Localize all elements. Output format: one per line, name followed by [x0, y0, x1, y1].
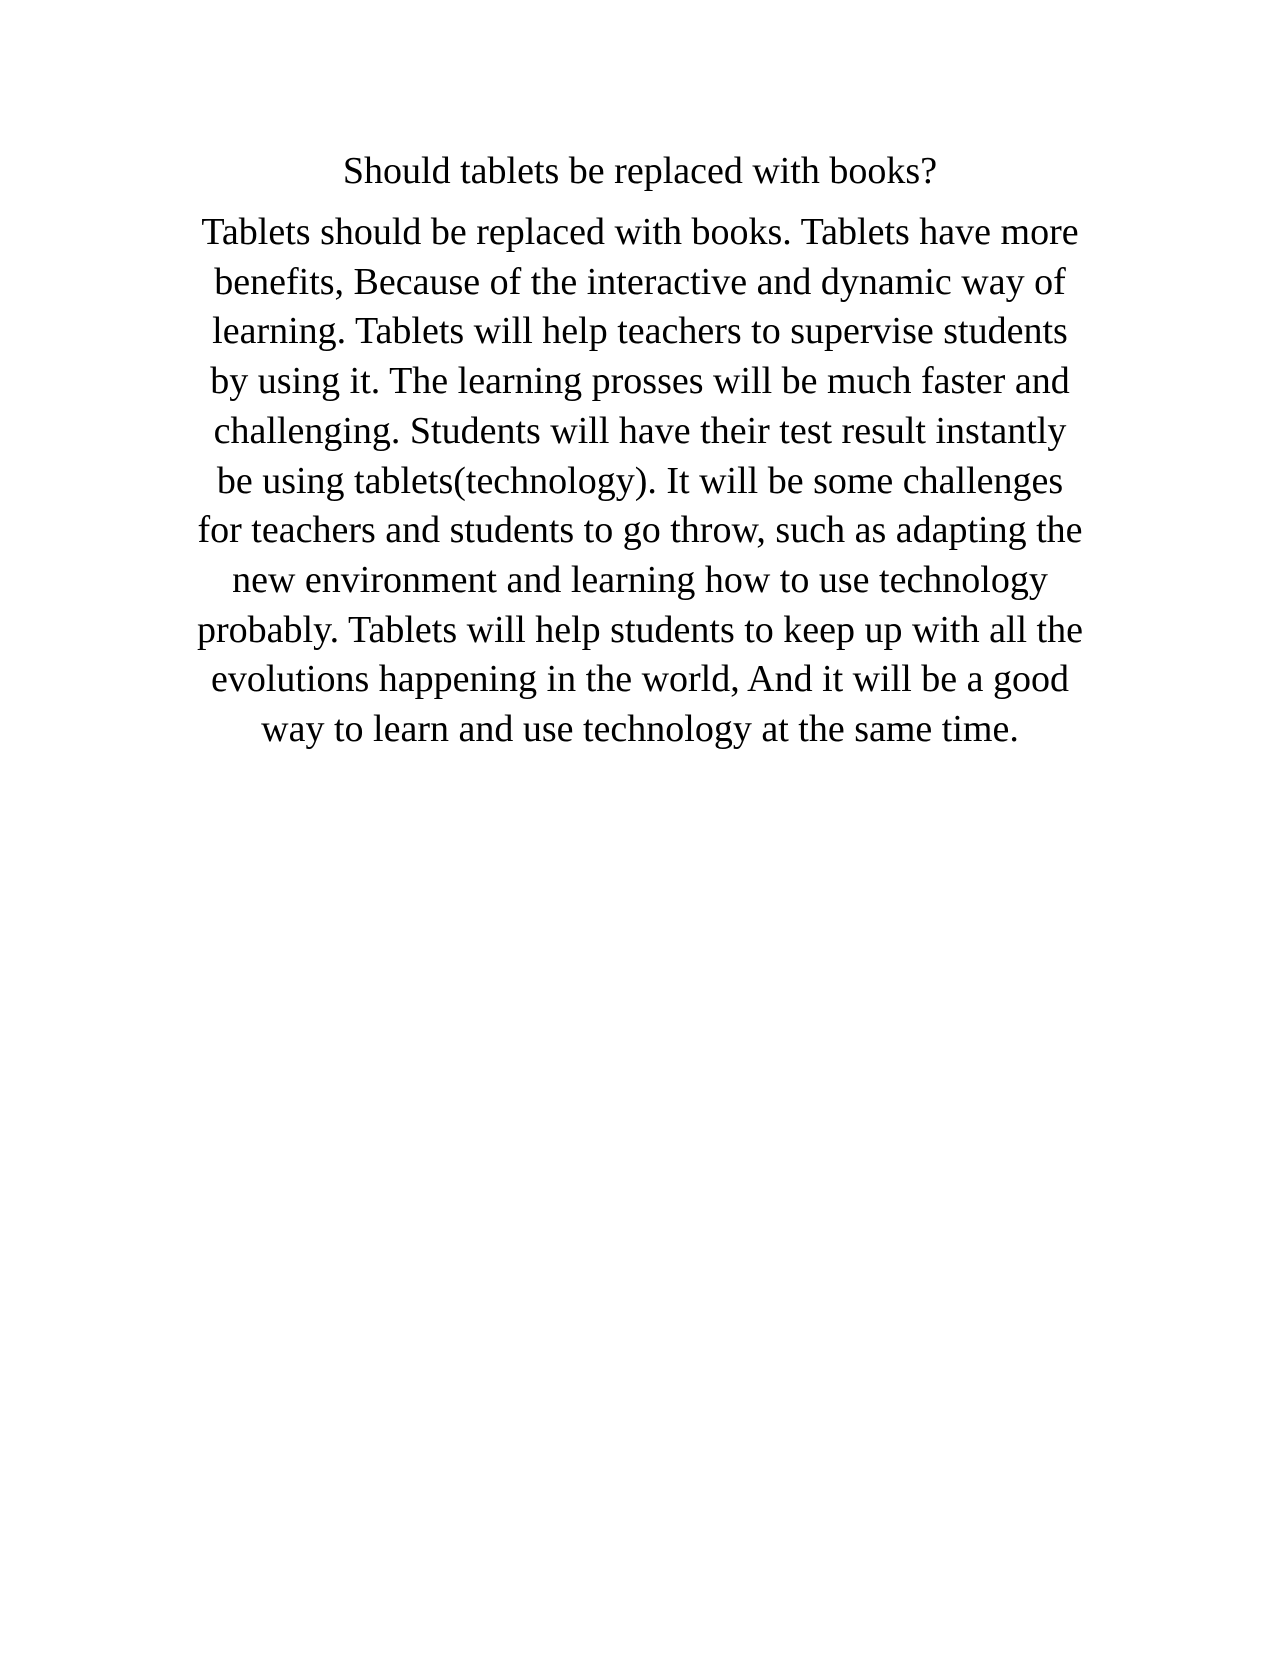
- paragraph-line: benefits, Because of the interactive and dynamic way of: [214, 260, 1066, 303]
- document-content: [140, 146, 1140, 755]
- paragraph-line: for teachers and students to go throw, such as adapting the: [197, 509, 1083, 552]
- document-title: Should tablets be replaced with books?: [342, 150, 938, 192]
- paragraph-line: probably. Tablets will help students to keep up with all the: [197, 608, 1083, 651]
- paragraph-line: Tablets should be replaced with books. Tablets have more: [201, 211, 1079, 253]
- paragraph-line: way to learn and use technology at the same time.: [261, 708, 1019, 751]
- paragraph-line: be using tablets(technology). It will be some challenges: [216, 459, 1064, 502]
- paragraph-line: new environment and learning how to use technology: [232, 558, 1048, 601]
- paragraph-line: challenging. Students will have their test result instantly: [213, 409, 1067, 452]
- paragraph-line: learning. Tablets will help teachers to supervise students: [212, 310, 1068, 353]
- paragraph-line: evolutions happening in the world, And it will be a good: [210, 658, 1070, 701]
- essay-paragraph: [140, 208, 1140, 755]
- paragraph-line: by using it. The learning prosses will be much faster and: [210, 360, 1070, 403]
